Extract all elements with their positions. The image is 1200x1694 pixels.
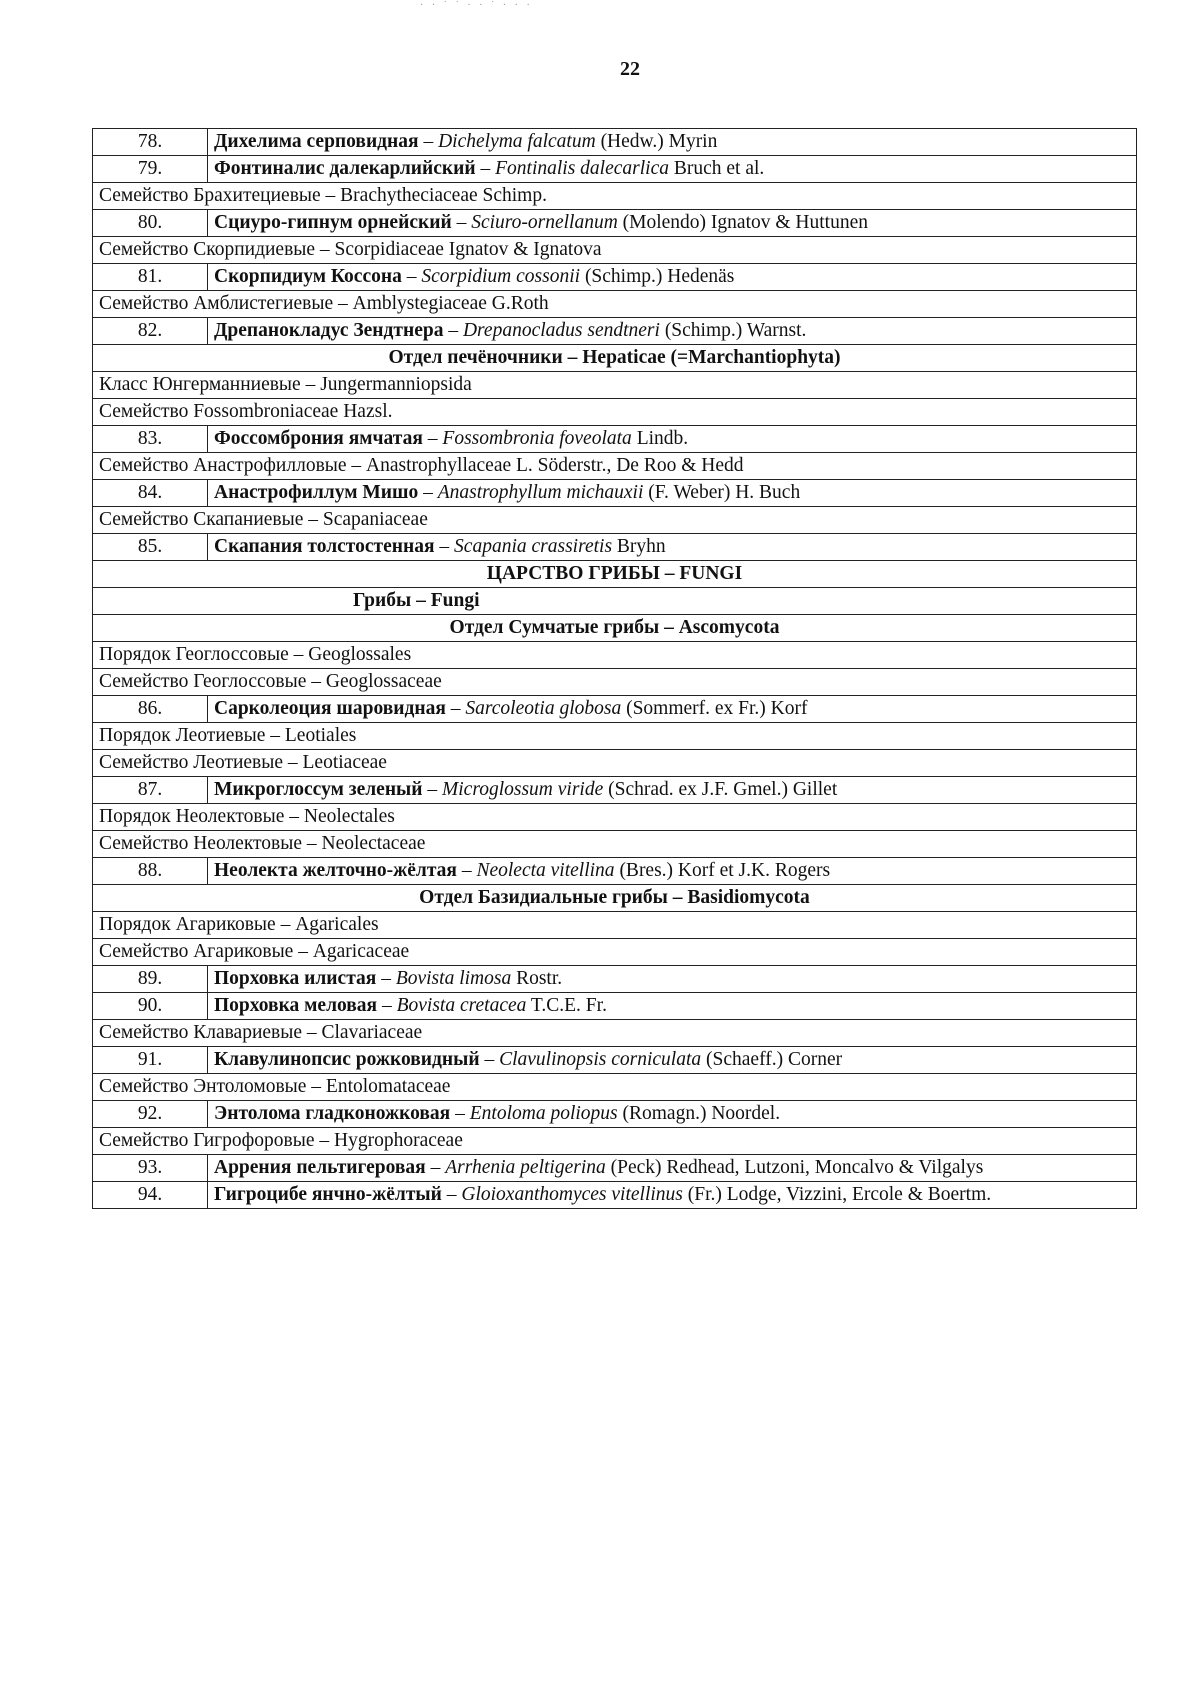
taxon-label: Порядок Агариковые – Agaricales xyxy=(93,912,1137,939)
species-number: 93. xyxy=(93,1155,208,1182)
latin-name: Drepanocladus sendtneri xyxy=(462,320,660,341)
author-citation: (Peck) Redhead, Lutzoni, Moncalvo & Vilgalys xyxy=(610,1157,984,1178)
section-header-row xyxy=(93,615,1137,642)
species-number: 90. xyxy=(93,993,208,1020)
species-number: 86. xyxy=(93,696,208,723)
species-name-cell: Клавулинопсис рожковидный – Clavulinopsis corniculata (Schaeff.) Corner xyxy=(208,1047,1137,1074)
taxon-label: Порядок Неолектовые – Neolectales xyxy=(93,804,1137,831)
russian-name: Порховка илистая xyxy=(214,968,377,989)
author-citation: Rostr. xyxy=(516,968,563,989)
division-header: Отдел печёночники – Hepaticae (=Marchantiophyta) xyxy=(93,345,1137,372)
species-row xyxy=(93,210,1137,237)
species-number: 88. xyxy=(93,858,208,885)
species-name-cell: Фонтиналис далекарлийский – Fontinalis dalecarlica Bruch et al. xyxy=(208,156,1137,183)
taxon-label: Семейство Fossombroniaceae Hazsl. xyxy=(93,399,1137,426)
latin-name: Bovista cretacea xyxy=(396,995,527,1016)
species-number: 81. xyxy=(93,264,208,291)
author-citation: (Fr.) Lodge, Vizzini, Ercole & Boertm. xyxy=(687,1184,992,1205)
latin-name: Fontinalis dalecarlica xyxy=(495,158,669,179)
taxon-label: Семейство Скапаниевые – Scapaniaceae xyxy=(93,507,1137,534)
species-number: 79. xyxy=(93,156,208,183)
latin-name: Dichelyma falcatum xyxy=(438,131,596,152)
russian-name: Энтолома гладконожковая xyxy=(214,1103,451,1124)
scan-artifact: · · ˙ ˙ · · ˙ · · · xyxy=(420,0,533,11)
species-row xyxy=(93,696,1137,723)
species-number: 82. xyxy=(93,318,208,345)
species-name-cell: Скапания толстостенная – Scapania crassiretis Bryhn xyxy=(208,534,1137,561)
species-number: 92. xyxy=(93,1101,208,1128)
taxon-label: Семейство Амблистегиевые – Amblystegiaceae G.Roth xyxy=(93,291,1137,318)
species-row xyxy=(93,480,1137,507)
taxon-row xyxy=(93,939,1137,966)
species-row xyxy=(93,426,1137,453)
russian-name: Скорпидиум Коссона xyxy=(214,266,402,287)
species-name-cell: Энтолома гладконожковая – Entoloma poliopus (Romagn.) Noordel. xyxy=(208,1101,1137,1128)
russian-name: Микроглоссум зеленый xyxy=(214,779,423,800)
species-row xyxy=(93,1155,1137,1182)
species-name-cell: Гигроцибе янчно-жёлтый – Gloioxanthomyces vitellinus (Fr.) Lodge, Vizzini, Ercole & Boertm. xyxy=(208,1182,1137,1209)
taxon-row xyxy=(93,237,1137,264)
taxon-label: Семейство Агариковые – Agaricaceae xyxy=(93,939,1137,966)
taxon-label: Семейство Энтоломовые – Entolomataceae xyxy=(93,1074,1137,1101)
author-citation: (Bres.) Korf et J.K. Rogers xyxy=(619,860,831,881)
species-number: 80. xyxy=(93,210,208,237)
section-header: Грибы – Fungi xyxy=(93,588,1137,615)
species-number: 78. xyxy=(93,129,208,156)
taxon-label: Семейство Леотиевые – Leotiaceae xyxy=(93,750,1137,777)
taxon-row xyxy=(93,1128,1137,1155)
taxon-label: Семейство Гигрофоровые – Hygrophoraceae xyxy=(93,1128,1137,1155)
russian-name: Дихелима серповидная xyxy=(214,131,419,152)
species-number: 94. xyxy=(93,1182,208,1209)
russian-name: Фонтиналис далекарлийский xyxy=(214,158,476,179)
russian-name: Неолекта желточно-жёлтая xyxy=(214,860,457,881)
section-header-row xyxy=(93,561,1137,588)
author-citation: (Schrad. ex J.F. Gmel.) Gillet xyxy=(608,779,838,800)
species-name-cell: Дихелима серповидная – Dichelyma falcatum (Hedw.) Myrin xyxy=(208,129,1137,156)
species-name-cell: Дрепанокладус Зендтнера – Drepanocladus sendtneri (Schimp.) Warnst. xyxy=(208,318,1137,345)
species-row xyxy=(93,1047,1137,1074)
taxon-row xyxy=(93,669,1137,696)
author-citation: (Molendo) Ignatov & Huttunen xyxy=(622,212,868,233)
species-row xyxy=(93,318,1137,345)
author-citation: Bruch et al. xyxy=(673,158,765,179)
species-row xyxy=(93,129,1137,156)
author-citation: (Hedw.) Myrin xyxy=(600,131,718,152)
taxon-label: Порядок Леотиевые – Leotiales xyxy=(93,723,1137,750)
author-citation: Bryhn xyxy=(616,536,666,557)
russian-name: Скапания толстостенная xyxy=(214,536,435,557)
section-header: Отдел Сумчатые грибы – Ascomycota xyxy=(93,615,1137,642)
species-row xyxy=(93,1101,1137,1128)
species-name-cell: Порховка илистая – Bovista limosa Rostr. xyxy=(208,966,1137,993)
section-header: ЦАРСТВО ГРИБЫ – FUNGI xyxy=(93,561,1137,588)
taxon-row xyxy=(93,453,1137,480)
taxon-row xyxy=(93,399,1137,426)
taxon-row xyxy=(93,507,1137,534)
taxon-label: Семейство Клавариевые – Clavariaceae xyxy=(93,1020,1137,1047)
latin-name: Entoloma poliopus xyxy=(469,1103,618,1124)
russian-name: Порховка меловая xyxy=(214,995,378,1016)
taxon-row xyxy=(93,372,1137,399)
species-row xyxy=(93,858,1137,885)
taxon-label: Семейство Неолектовые – Neolectaceae xyxy=(93,831,1137,858)
species-row xyxy=(93,264,1137,291)
taxon-label: Семейство Анастрофилловые – Anastrophyllaceae L. Söderstr., De Roo & Hedd xyxy=(93,453,1137,480)
species-number: 84. xyxy=(93,480,208,507)
latin-name: Sarcoleotia globosa xyxy=(465,698,622,719)
latin-name: Scorpidium cossonii xyxy=(421,266,581,287)
species-name-cell: Микроглоссум зеленый – Microglossum viride (Schrad. ex J.F. Gmel.) Gillet xyxy=(208,777,1137,804)
russian-name: Сциуро-гипнум орнейский xyxy=(214,212,452,233)
author-citation: T.C.E. Fr. xyxy=(530,995,607,1016)
latin-name: Fossombronia foveolata xyxy=(442,428,632,449)
species-name-cell: Неолекта желточно-жёлтая – Neolecta vitellina (Bres.) Korf et J.K. Rogers xyxy=(208,858,1137,885)
species-row xyxy=(93,993,1137,1020)
latin-name: Clavulinopsis corniculata xyxy=(499,1049,702,1070)
taxon-label: Семейство Брахитециевые – Brachytheciaceae Schimp. xyxy=(93,183,1137,210)
author-citation: (Schaeff.) Corner xyxy=(706,1049,843,1070)
taxon-row xyxy=(93,291,1137,318)
latin-name: Anastrophyllum michauxii xyxy=(437,482,644,503)
author-citation: (Romagn.) Noordel. xyxy=(622,1103,781,1124)
species-checklist-table xyxy=(92,128,1137,1209)
taxon-row xyxy=(93,723,1137,750)
section-header: Отдел Базидиальные грибы – Basidiomycota xyxy=(93,885,1137,912)
russian-name: Дрепанокладус Зендтнера xyxy=(214,320,444,341)
russian-name: Анастрофиллум Мишо xyxy=(214,482,419,503)
taxon-row xyxy=(93,804,1137,831)
latin-name: Arrhenia peltigerina xyxy=(445,1157,606,1178)
species-row xyxy=(93,156,1137,183)
author-citation: Lindb. xyxy=(636,428,689,449)
division-header-row xyxy=(93,345,1137,372)
species-name-cell: Сарколеоция шаровидная – Sarcoleotia globosa (Sommerf. ex Fr.) Korf xyxy=(208,696,1137,723)
species-row xyxy=(93,1182,1137,1209)
russian-name: Клавулинопсис рожковидный xyxy=(214,1049,480,1070)
author-citation: (Schimp.) Warnst. xyxy=(664,320,807,341)
taxon-label: Семейство Скорпидиевые – Scorpidiaceae Ignatov & Ignatova xyxy=(93,237,1137,264)
taxon-row xyxy=(93,1020,1137,1047)
taxon-label: Класс Юнгерманниевые – Jungermanniopsida xyxy=(93,372,1137,399)
taxon-row xyxy=(93,183,1137,210)
russian-name: Сарколеоция шаровидная xyxy=(214,698,446,719)
species-name-cell: Аррения пельтигеровая – Arrhenia peltigerina (Peck) Redhead, Lutzoni, Moncalvo & Vilgalys xyxy=(208,1155,1137,1182)
species-name-cell: Анастрофиллум Мишо – Anastrophyllum michauxii (F. Weber) H. Buch xyxy=(208,480,1137,507)
latin-name: Neolecta vitellina xyxy=(476,860,615,881)
latin-name: Scapania crassiretis xyxy=(454,536,613,557)
taxon-label: Семейство Геоглоссовые – Geoglossaceae xyxy=(93,669,1137,696)
species-name-cell: Порховка меловая – Bovista cretacea T.C.E. Fr. xyxy=(208,993,1137,1020)
species-number: 85. xyxy=(93,534,208,561)
latin-name: Sciuro-ornellanum xyxy=(471,212,618,233)
taxon-row xyxy=(93,642,1137,669)
section-header-row xyxy=(93,885,1137,912)
author-citation: (Sommerf. ex Fr.) Korf xyxy=(626,698,808,719)
section-header-row xyxy=(93,588,1137,615)
species-number: 89. xyxy=(93,966,208,993)
russian-name: Аррения пельтигеровая xyxy=(214,1157,426,1178)
taxon-row xyxy=(93,912,1137,939)
author-citation: (F. Weber) H. Buch xyxy=(648,482,801,503)
author-citation: (Schimp.) Hedenäs xyxy=(584,266,735,287)
taxon-row xyxy=(93,750,1137,777)
russian-name: Фоссомброния ямчатая xyxy=(214,428,423,449)
latin-name: Gloioxanthomyces vitellinus xyxy=(461,1184,683,1205)
taxon-label: Порядок Геоглоссовые – Geoglossales xyxy=(93,642,1137,669)
species-name-cell: Скорпидиум Коссона – Scorpidium cossonii (Schimp.) Hedenäs xyxy=(208,264,1137,291)
species-name-cell: Сциуро-гипнум орнейский – Sciuro-ornellanum (Molendo) Ignatov & Huttunen xyxy=(208,210,1137,237)
species-row xyxy=(93,966,1137,993)
taxon-row xyxy=(93,831,1137,858)
species-number: 87. xyxy=(93,777,208,804)
species-number: 91. xyxy=(93,1047,208,1074)
species-name-cell: Фоссомброния ямчатая – Fossombronia foveolata Lindb. xyxy=(208,426,1137,453)
species-row xyxy=(93,777,1137,804)
latin-name: Microglossum viride xyxy=(442,779,604,800)
russian-name: Гигроцибе янчно-жёлтый xyxy=(214,1184,442,1205)
taxon-row xyxy=(93,1074,1137,1101)
latin-name: Bovista limosa xyxy=(395,968,512,989)
species-number: 83. xyxy=(93,426,208,453)
page-number: 22 xyxy=(620,58,640,80)
species-row xyxy=(93,534,1137,561)
